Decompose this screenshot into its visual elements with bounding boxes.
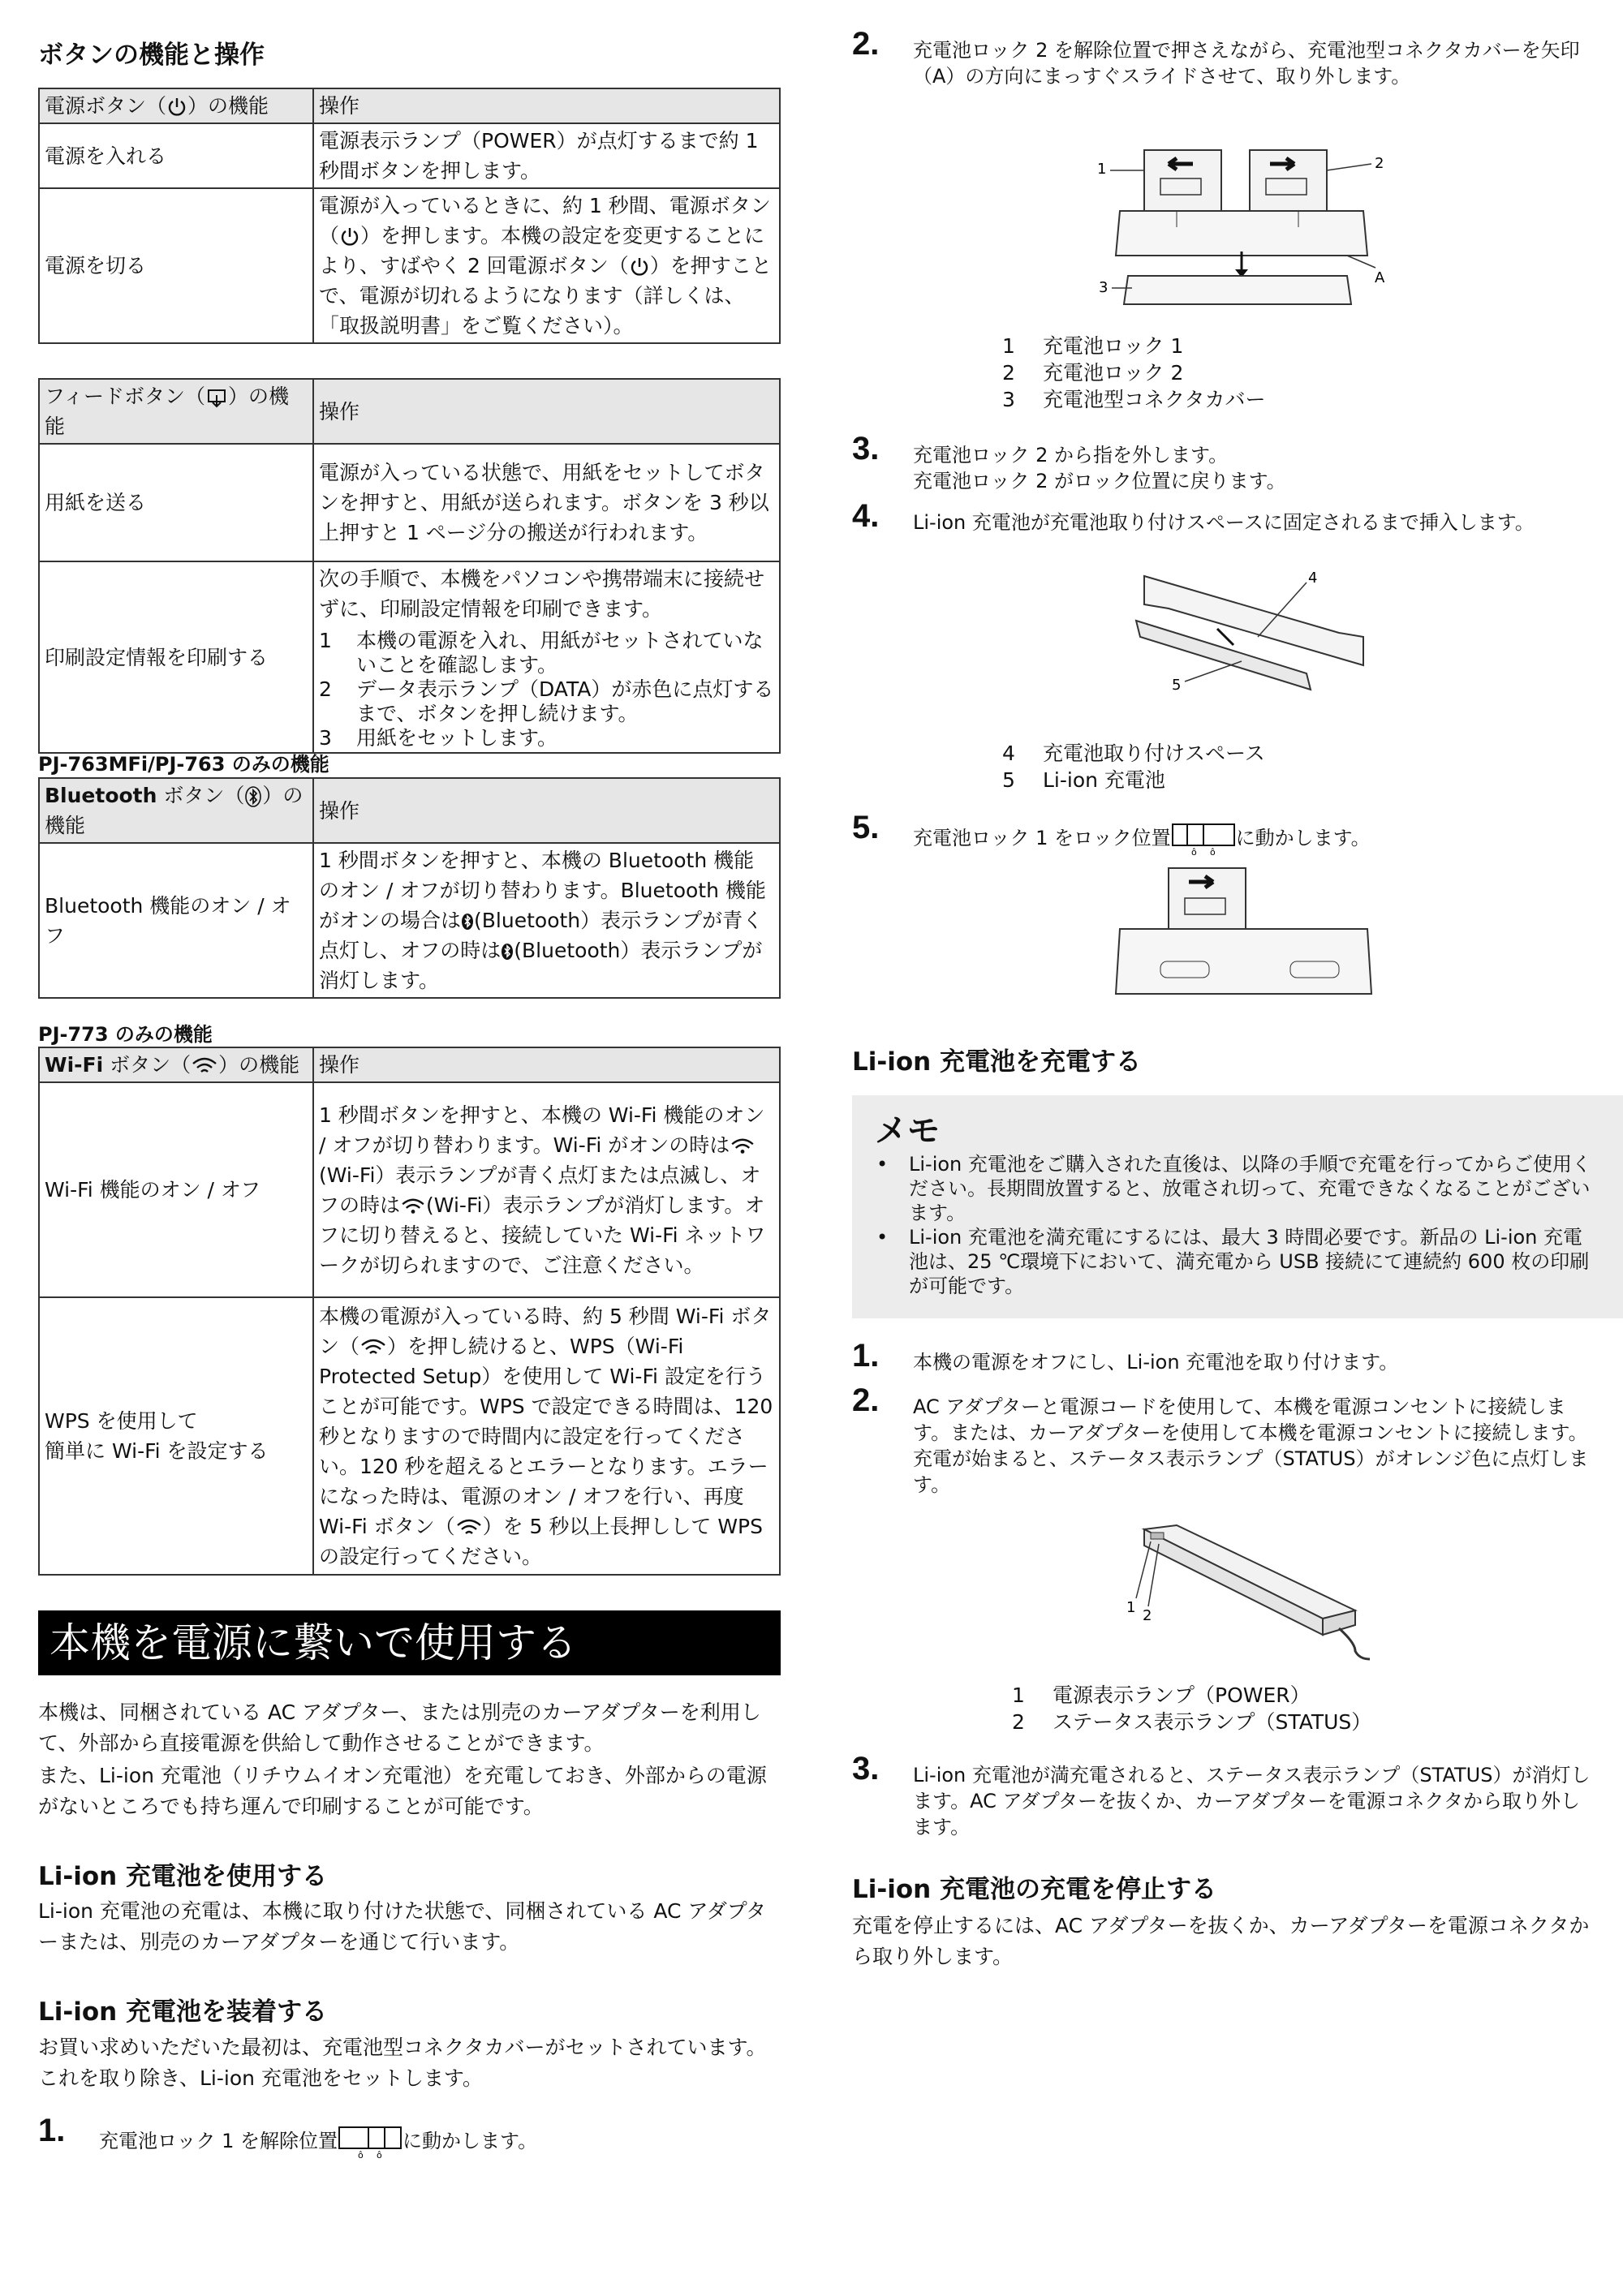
memo-list xyxy=(876,1152,1599,1298)
wifi-icon xyxy=(730,1137,756,1155)
table-header: Wi-Fi ボタン（ ）の機能 xyxy=(39,1047,313,1082)
power-icon xyxy=(629,256,650,277)
bluetooth-table xyxy=(38,777,781,999)
install-battery-title: Li-ion 充電池を装着する xyxy=(38,1997,328,2027)
install-step-2: 2. 充電池ロック 2 を解除位置で押さえながら、充電池型コネクタカバーを矢印（A）の方向にまっすぐスライドさせて、取り外します。 xyxy=(852,26,1580,88)
list-item: • Li-ion 充電池をご購入された直後は、以降の手順で充電を行ってからご使用ください。長期間放置すると、放電され切って、充電できなくなることがございます。 xyxy=(876,1152,1599,1225)
power-icon xyxy=(339,226,360,247)
legend-2: 4 充電池取り付けスペース 5 Li-ion 充電池 xyxy=(1002,742,1265,792)
button-section-title: ボタンの機能と操作 xyxy=(38,41,265,70)
callout-label: 5 xyxy=(1172,677,1182,694)
bluetooth-icon xyxy=(501,943,514,961)
svg-text:ô: ô xyxy=(358,2150,364,2160)
use-battery-title: Li-ion 充電池を使用する xyxy=(38,1862,328,1891)
memo-title: メモ xyxy=(875,1112,940,1150)
table-header: フィードボタン（ ）の機能 xyxy=(39,379,313,444)
table-row: Wi-Fi 機能のオン / オフ 1 秒間ボタンを押すと、本機の Wi-Fi 機能のオン / オフが切り替わります。Wi-Fi がオンの時は(Wi-Fi）表示ランプが青く点灯または点滅し、オフの時は (Wi-Fi）表示ランプが消灯します。オフに切り替えると、接続していた Wi-Fi ネットワークが切られますので、ご注意ください。 xyxy=(39,1082,780,1297)
install-step-3: 3. 充電池ロック 2 から指を外します。 充電池ロック 2 がロック位置に戻ります。 xyxy=(852,431,1286,492)
stop-charging-paragraph: 充電を停止するには、AC アダプターを抜くか、カーアダプターを電源コネクタから取り外します。 xyxy=(852,1914,1590,1968)
lock-position-icon xyxy=(1171,821,1236,857)
callout-label: 1 xyxy=(1126,1599,1136,1616)
wifi-icon xyxy=(191,1056,218,1076)
table-header: Bluetooth ボタン（ ）の機能 xyxy=(39,778,313,843)
bluetooth-icon xyxy=(244,786,262,807)
callout-label: 4 xyxy=(1308,570,1318,587)
table-header: 操作 xyxy=(313,88,780,123)
table-row: 電源を入れる 電源表示ランプ（POWER）が点灯するまで約 1 秒間ボタンを押します。 xyxy=(39,123,780,188)
svg-text:ô: ô xyxy=(1190,847,1197,857)
insert-battery-illustration xyxy=(1120,560,1380,706)
remove-cover-illustration xyxy=(1096,146,1388,316)
lock-battery-illustration xyxy=(1112,864,1380,1002)
wifi-table xyxy=(38,1047,781,1576)
bluetooth-icon xyxy=(461,913,474,931)
stop-charging-title: Li-ion 充電池の充電を停止する xyxy=(852,1875,1217,1904)
unlock-position-icon xyxy=(338,2124,403,2160)
bt-label: PJ-763MFi/PJ-763 のみの機能 xyxy=(38,753,329,776)
legend-1: 1 充電池ロック 1 2 充電池ロック 2 3 充電池型コネクタカバー xyxy=(1002,334,1266,411)
legend-3: 1 電源表示ランプ（POWER） 2 ステータス表示ランプ（STATUS） xyxy=(1012,1683,1372,1734)
table-row: 用紙を送る 電源が入っている状態で、用紙をセットしてボタンを押すと、用紙が送られます。ボタンを 3 秒以上押すと 1 ページ分の搬送が行われます。 xyxy=(39,444,780,561)
callout-label: 3 xyxy=(1099,279,1109,296)
install-step-1: 1. 充電池ロック 1 を解除位置 ô ô に動かします。 xyxy=(38,2113,538,2160)
intro-paragraph: 本機は、同梱されている AC アダプター、または別売のカーアダプターを利用して、外部から直接電源を供給して動作させることができます。 xyxy=(38,1701,761,1755)
wifi-icon xyxy=(455,1518,483,1537)
callout-label: 1 xyxy=(1097,161,1107,178)
svg-text:ô: ô xyxy=(1209,847,1216,857)
callout-label: 2 xyxy=(1375,155,1384,172)
feed-button-table xyxy=(38,378,781,754)
callout-label: A xyxy=(1375,269,1385,286)
wifi-icon xyxy=(359,1338,387,1357)
charge-battery-title: Li-ion 充電池を充電する xyxy=(852,1047,1142,1077)
charge-step-2: 2. AC アダプターと電源コードを使用して、本機を電源コンセントに接続します。または、カーアダプターを使用して本機を電源コンセントに接続します。充電が始まると、ステータス表示ランプ（STATUS）がオレンジ色に点灯します。 xyxy=(852,1382,1589,1496)
wifi-label: PJ-773 のみの機能 xyxy=(38,1023,213,1046)
callout-label: 2 xyxy=(1143,1607,1152,1624)
table-row: 電源を切る 電源が入っているときに、約 1 秒間、電源ボタン（ ）を押します。本機の設定を変更することにより、すばやく 2 回電源ボタン（ ）を押すことで、電源が切れるようになります（詳しくは、「取扱説明書」をご覧ください）。 xyxy=(39,188,780,343)
charge-step-1: 1. 本機の電源をオフにし、Li-ion 充電池を取り付けます。 xyxy=(852,1338,1399,1374)
table-header: 操作 xyxy=(313,379,780,444)
install-step-5: 5. 充電池ロック 1 をロック位置 ô ô に動かします。 xyxy=(852,810,1371,857)
feed-icon xyxy=(205,387,228,408)
install-step-4: 4. Li-ion 充電池が充電池取り付けスペースに固定されるまで挿入します。 xyxy=(852,498,1535,534)
charging-printer-illustration xyxy=(1112,1521,1388,1667)
power-icon xyxy=(166,97,187,118)
table-row: Bluetooth 機能のオン / オフ 1 秒間ボタンを押すと、本機の Bluetooth 機能のオン / オフが切り替わります。Bluetooth 機能がオンの場合は (Bluetooth）表示ランプが青く点灯し、オフの時は (Bluetooth）表示ランプが消灯します。 xyxy=(39,843,780,998)
charge-step-3: 3. Li-ion 充電池が満充電されると、ステータス表示ランプ（STATUS）が消灯します。AC アダプターを抜くか、カーアダプターを電源コネクタから取り外します。 xyxy=(852,1751,1591,1838)
table-header: 電源ボタン（ ）の機能 xyxy=(39,88,313,123)
section-banner: 本機を電源に繋いで使用する xyxy=(38,1610,781,1675)
install-battery-paragraph: お買い求めいただいた最初は、充電池型コネクタカバーがセットされています。これを取り除き、Li-ion 充電池をセットします。 xyxy=(38,2036,767,2090)
svg-text:ô: ô xyxy=(377,2150,382,2160)
table-header: 操作 xyxy=(313,1047,780,1082)
memo-box xyxy=(852,1095,1623,1318)
wifi-icon xyxy=(400,1197,426,1215)
table-row: WPS を使用して 簡単に Wi-Fi を設定する 本機の電源が入っている時、約 5 秒間 Wi-Fi ボタン（ ）を押し続けると、WPS（Wi-Fi Protected Setup）を使用して Wi-Fi 設定を行うことが可能です。WPS で設定できる時間は、120 秒となりますので時間内に設定を行ってください。120 秒を超えるとエラーとなります。エラーになった時は、電源のオン / オフを行い、再度 Wi-Fi ボタン（ ）を 5 秒以上長押しして WPS の設定行ってください。 xyxy=(39,1297,780,1575)
power-button-table xyxy=(38,88,781,344)
table-header: 操作 xyxy=(313,778,780,843)
intro-paragraph: また、Li-ion 充電池（リチウムイオン充電池）を充電しておき、外部からの電源がないところでも持ち運んで印刷することが可能です。 xyxy=(38,1764,767,1818)
list-item: • Li-ion 充電池を満充電にするには、最大 3 時間必要です。新品の Li-ion 充電池は、25 ℃環境下において、満充電から USB 接続にて連続約 600 枚の印刷が可能です。 xyxy=(876,1225,1599,1298)
table-row: 印刷設定情報を印刷する 次の手順で、本機をパソコンや携帯端末に接続せずに、印刷設定情報を印刷できます。 1 本機の電源を入れ、用紙がセットされていないことを確認します。 2 データ表示ランプ（DATA）が赤色に点灯するまで、ボタンを押し続けます。 3 用紙をセットします。 xyxy=(39,561,780,753)
use-battery-paragraph: Li-ion 充電池の充電は、本機に取り付けた状態で、同梱されている AC アダプターまたは、別売のカーアダプターを通じて行います。 xyxy=(38,1899,766,1954)
